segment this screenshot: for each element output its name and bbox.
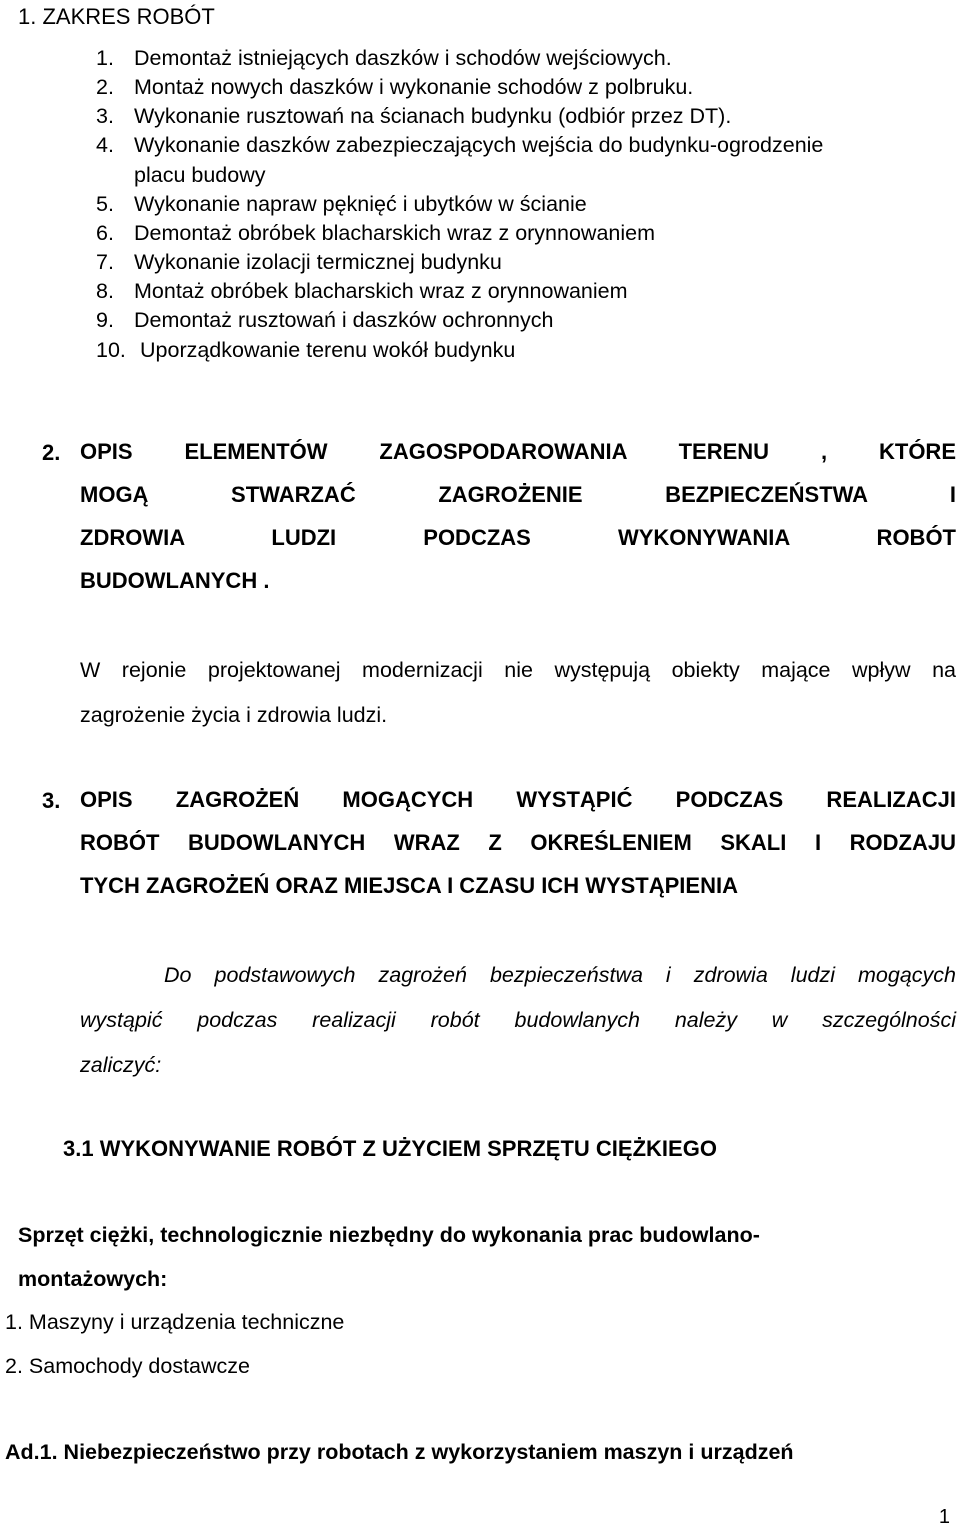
section2-heading-line: MOGĄ STWARZAĆ ZAGROŻENIE BEZPIECZEŃSTWA I <box>80 482 956 507</box>
list-item-number: 3. <box>96 104 114 128</box>
list-item-text: Wykonanie napraw pęknięć i ubytków w ścianie <box>134 192 587 216</box>
section1-title: 1. ZAKRES ROBÓT <box>18 4 215 29</box>
list-item-text: Wykonanie izolacji termicznej budynku <box>134 250 502 274</box>
list-item-text: placu budowy <box>134 163 266 187</box>
list-item-number: 9. <box>96 308 114 332</box>
list-item-text: Wykonanie daszków zabezpieczających wejścia do budynku-ogrodzenie <box>134 133 824 157</box>
lead-line: Sprzęt ciężki, technologicznie niezbędny do wykonania prac budowlano- <box>18 1223 760 1247</box>
section2-heading-line: OPIS ELEMENTÓW ZAGOSPODAROWANIA TERENU , KTÓRE <box>80 439 956 464</box>
list-item-number: 6. <box>96 221 114 245</box>
section2-heading <box>80 430 956 602</box>
section3-number: 3. <box>42 788 61 813</box>
intro-line: zaliczyć: <box>80 1053 162 1077</box>
list-item-number: 5. <box>96 192 114 216</box>
section2-number: 2. <box>42 440 61 465</box>
section2-heading-line: ZDROWIA LUDZI PODCZAS WYKONYWANIA ROBÓT <box>80 525 956 550</box>
intro-line: Do podstawowych zagrożeń bezpieczeństwa i zdrowia ludzi mogących <box>164 963 956 987</box>
list-item-text: Montaż nowych daszków i wykonanie schodów z polbruku. <box>134 75 694 99</box>
lead-line: montażowych: <box>18 1267 168 1291</box>
equipment-list <box>5 1300 344 1388</box>
list-item: 2. Samochody dostawcze <box>5 1354 250 1378</box>
section3-heading <box>80 778 956 907</box>
list-item: 1. Maszyny i urządzenia techniczne <box>5 1310 345 1334</box>
list-item-number: 10. <box>96 338 126 362</box>
list-item-text: Uporządkowanie terenu wokół budynku <box>140 338 516 362</box>
section3-heading-line: OPIS ZAGROŻEŃ MOGĄCYCH WYSTĄPIĆ PODCZAS REALIZACJI <box>80 787 956 812</box>
list-item-text: Wykonanie rusztowań na ścianach budynku (odbiór przez DT). <box>134 104 732 128</box>
paragraph-line: W rejonie projektowanej modernizacji nie występują obiekty mające wpływ na <box>80 658 956 682</box>
list-item-number: 4. <box>96 133 114 157</box>
list-item-text: Demontaż rusztowań i daszków ochronnych <box>134 308 554 332</box>
page-number: 1 <box>938 1506 950 1528</box>
section3-intro <box>80 953 956 1088</box>
list-item-text: Demontaż istniejących daszków i schodów wejściowych. <box>134 46 672 70</box>
ad1-title: Ad.1. Niebezpieczeństwo przy robotach z wykorzystaniem maszyn i urządzeń <box>5 1440 794 1464</box>
section3-heading-line: ROBÓT BUDOWLANYCH WRAZ Z OKREŚLENIEM SKALI I RODZAJU <box>80 830 956 855</box>
section2-paragraph <box>80 648 956 738</box>
list-item-number: 8. <box>96 279 114 303</box>
list-item-number: 1. <box>96 46 114 70</box>
list-item-text: Demontaż obróbek blacharskich wraz z orynnowaniem <box>134 221 656 245</box>
paragraph-line: zagrożenie życia i zdrowia ludzi. <box>80 703 388 727</box>
intro-line: wystąpić podczas realizacji robót budowlanych należy w szczególności <box>80 1008 956 1032</box>
list-item-number: 2. <box>96 75 114 99</box>
list-item-text: Montaż obróbek blacharskich wraz z orynnowaniem <box>134 279 628 303</box>
list-item-number: 7. <box>96 250 114 274</box>
section3-heading-line: TYCH ZAGROŻEŃ ORAZ MIEJSCA I CZASU ICH WYSTĄPIENIA <box>80 873 738 898</box>
section31-title: 3.1 WYKONYWANIE ROBÓT Z UŻYCIEM SPRZĘTU CIĘŻKIEGO <box>63 1136 717 1161</box>
section2-heading-line: BUDOWLANYCH . <box>80 568 270 593</box>
section31-lead <box>18 1213 760 1301</box>
